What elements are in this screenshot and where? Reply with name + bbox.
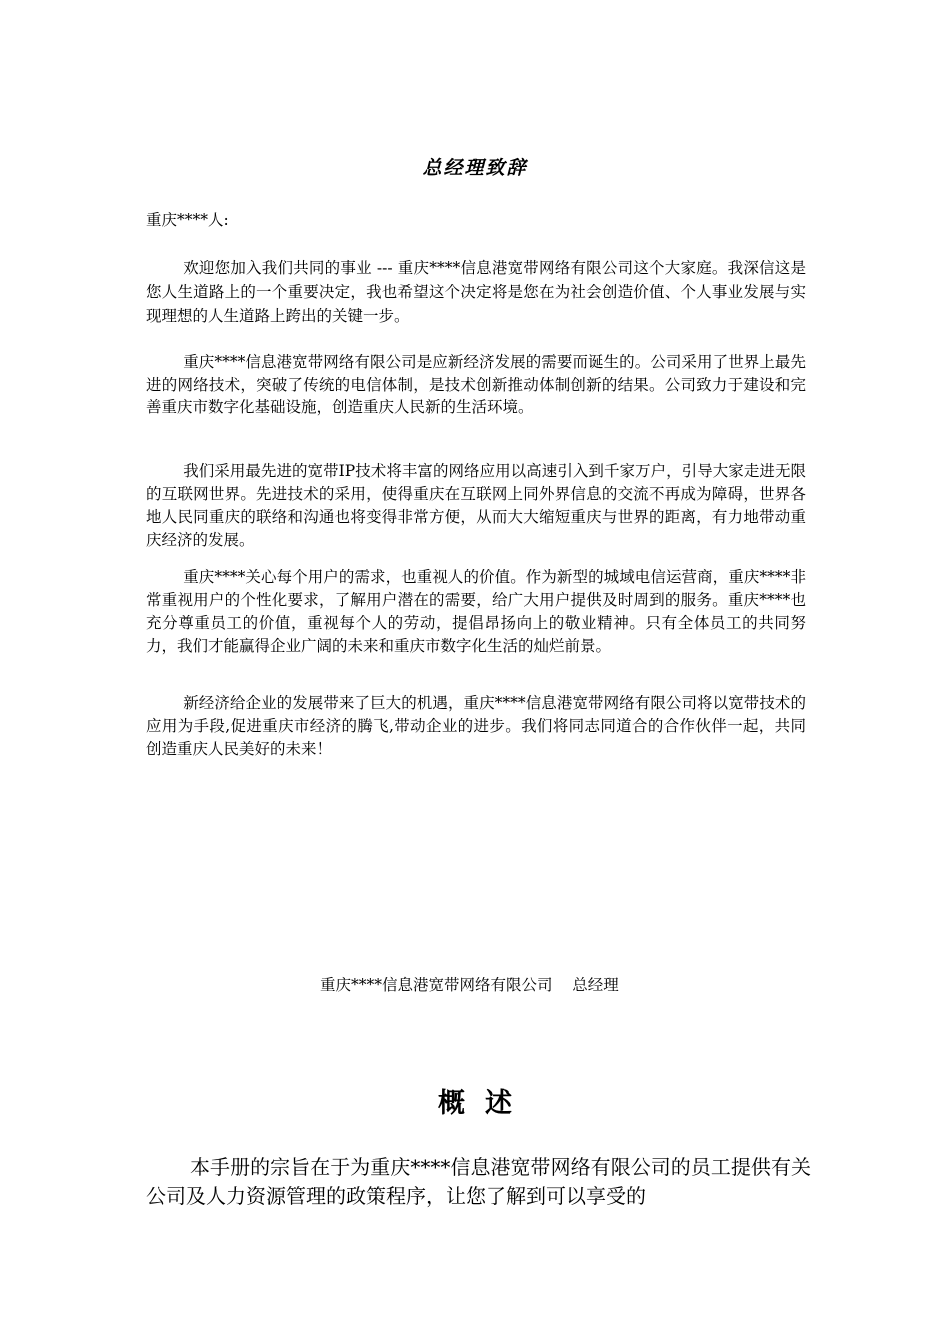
letter-signature: 重庆****信息港宽带网络有限公司 总经理 bbox=[320, 976, 619, 994]
letter-paragraph-5: 新经济给企业的发展带来了巨大的机遇，重庆****信息港宽带网络有限公司将以宽带技术的应用为手段,促进重庆市经济的腾飞,带动企业的进步。我们将同志同道合的合作伙伴一起，共同创造重庆人民美好的未来！ bbox=[146, 694, 806, 758]
letter-title: 总经理致辞 bbox=[422, 157, 528, 179]
letter-paragraph-1: 欢迎您加入我们共同的事业 --- 重庆****信息港宽带网络有限公司这个大家庭。我深信这是您人生道路上的一个重要决定，我也希望这个决定将是您在为社会创造价值、个人事业发展与实现理想的人生道路上跨出的关键一步。 bbox=[146, 259, 806, 325]
letter-paragraph-2: 重庆****信息港宽带网络有限公司是应新经济发展的需要而诞生的。公司采用了世界上最先进的网络技术，突破了传统的电信体制，是技术创新推动体制创新的结果。公司致力于建设和完善重庆市数字化基础设施，创造重庆人民新的生活环境。 bbox=[146, 353, 806, 416]
overview-title: 概述 bbox=[438, 1088, 532, 1119]
letter-salutation: 重庆****人: bbox=[146, 211, 229, 229]
letter-paragraph-3: 我们采用最先进的宽带IP技术将丰富的网络应用以高速引入到千家万户，引导大家走进无限的互联网世界。先进技术的采用，使得重庆在互联网上同外界信息的交流不再成为障碍，世界各地人民同重庆的联络和沟通也将变得非常方便，从而大大缩短重庆与世界的距离，有力地带动重庆经济的发展。 bbox=[146, 462, 806, 549]
letter-paragraph-4: 重庆****关心每个用户的需求，也重视人的价值。作为新型的城域电信运营商，重庆****非常重视用户的个性化要求，了解用户潜在的需要，给广大用户提供及时周到的服务。重庆****也充分尊重员工的价值，重视每个人的劳动，提倡昂扬向上的敬业精神。只有全体员工的共同努力，我们才能赢得企业广阔的未来和重庆市数字化生活的灿烂前景。 bbox=[146, 568, 806, 655]
overview-paragraph: 本手册的宗旨在于为重庆****信息港宽带网络有限公司的员工提供有关公司及人力资源管理的政策程序，让您了解到可以享受的 bbox=[146, 1155, 811, 1208]
